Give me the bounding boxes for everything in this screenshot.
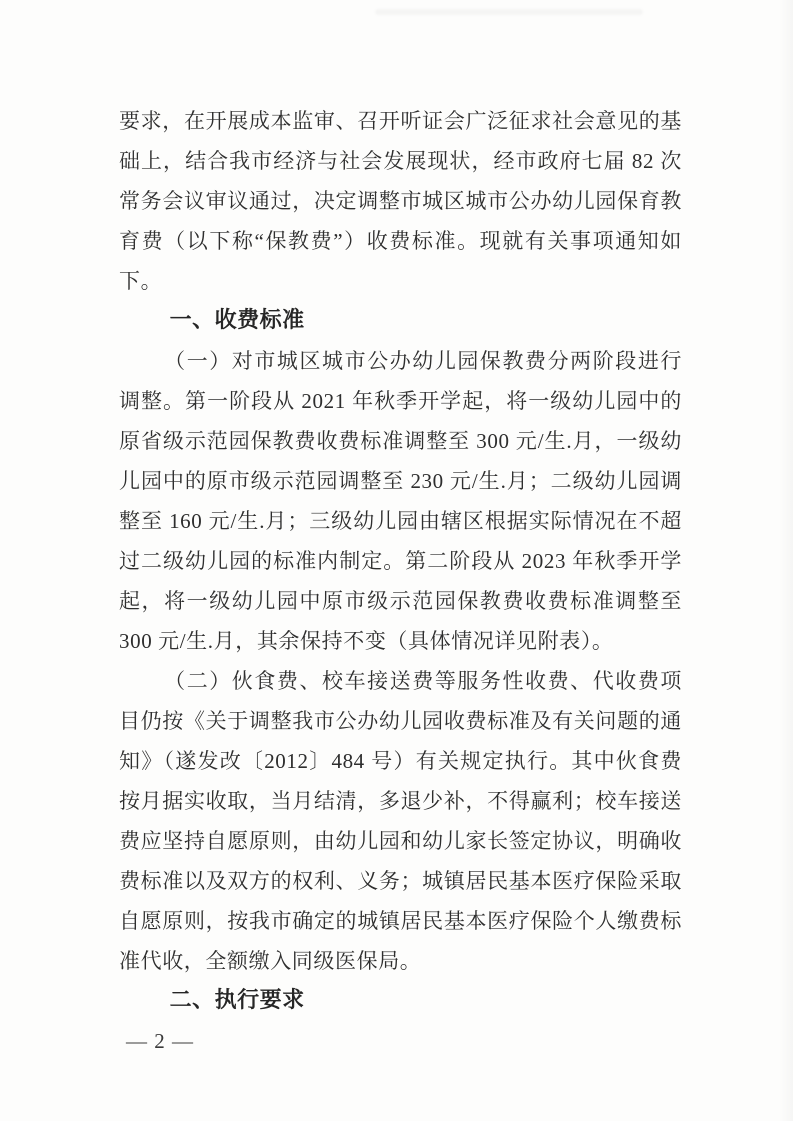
paragraph-service-fees: （二）伙食费、校车接送费等服务性收费、代收费项目仍按《关于调整我市公办幼儿园收费标准及有关问题的通知》（遂发改〔2012〕484 号）有关规定执行。其中伙食费按月据实收取，当月结清，多退少补，不得赢利；校车接送费应坚持自愿原则，由幼儿园和幼儿家长签定协议，明确收费标准以及双方的权利、义务；城镇居民基本医疗保险采取自愿原则，按我市确定的城镇居民基本医疗保险个人缴费标准代收，全额缴入同级医保局。 bbox=[119, 669, 682, 973]
paragraph-fee-adjustment: （一）对市城区城市公办幼儿园保教费分两阶段进行调整。第一阶段从 2021 年秋季开学起，将一级幼儿园中的原省级示范园保教费收费标准调整至 300 元/生.月，一级幼儿园中的原市级示范园调整至 230 元/生.月；二级幼儿园调整至 160 元/生.月；三级幼儿园由辖区根据实际情况在不超过二级幼儿园的标准内制定。第二阶段从 2023 年秋季开学起，将一级幼儿园中原市级示范园保教费收费标准调整至 300 元/生.月，其余保持不变（具体情况详见附表）。 bbox=[119, 349, 682, 653]
page-number: — 2 — bbox=[126, 1029, 194, 1053]
section-heading-execution-requirements: 二、执行要求 bbox=[169, 988, 305, 1013]
scan-artifact bbox=[375, 9, 643, 15]
scan-edge-shading bbox=[779, 0, 793, 1121]
section-heading-fee-standards: 一、收费标准 bbox=[169, 308, 305, 333]
document-body bbox=[119, 101, 682, 1021]
intro-paragraph: 要求，在开展成本监审、召开听证会广泛征求社会意见的基础上，结合我市经济与社会发展现状，经市政府七届 82 次常务会议审议通过，决定调整市城区城市公办幼儿园保育教育费（以下称“保教费”）收费标准。现就有关事项通知如下。 bbox=[119, 109, 682, 293]
